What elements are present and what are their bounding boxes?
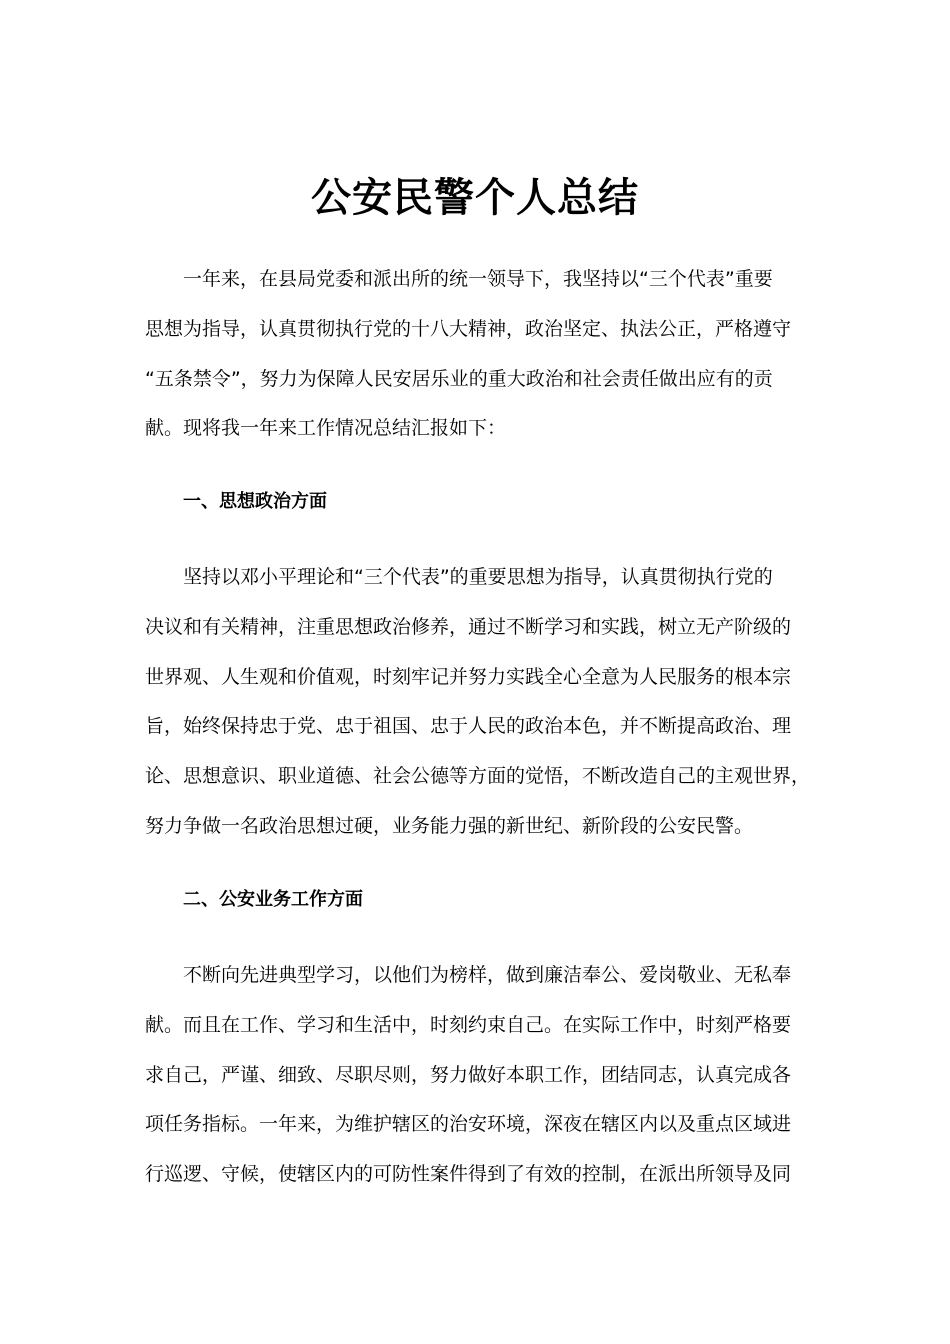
paragraph-line: 献。而且在工作、学习和生活中，时刻约束自己。在实际工作中，时刻严格要 (145, 1014, 792, 1036)
paragraph-line: 决议和有关精神，注重思想政治修养，通过不断学习和实践，树立无产阶级的 (145, 616, 792, 638)
document-title: 公安民警个人总结 (311, 175, 639, 221)
paragraph-line: 世界观、人生观和价值观，时刻牢记并努力实践全心全意为人民服务的根本宗 (145, 666, 792, 688)
paragraph-line: 项任务指标。一年来，为维护辖区的治安环境，深夜在辖区内以及重点区域进 (145, 1113, 792, 1135)
paragraph-line: 旨，始终保持忠于党、忠于祖国、忠于人民的政治本色，并不断提高政治、理 (145, 715, 792, 737)
section-heading-political: 一、思想政治方面 (183, 491, 327, 512)
intro-line: “五条禁令”，努力为保障人民安居乐业的重大政治和社会责任做出应有的贡 (145, 368, 773, 390)
paragraph-line: 行巡逻、守候，使辖区内的可防性案件得到了有效的控制，在派出所领导及同 (145, 1163, 792, 1185)
paragraph-line: 不断向先进典型学习，以他们为榜样，做到廉洁奉公、爱岗敬业、无私奉 (183, 964, 792, 986)
intro-line: 一年来，在县局党委和派出所的统一领导下，我坚持以“三个代表”重要 (183, 268, 773, 290)
paragraph-line: 坚持以邓小平理论和“三个代表”的重要思想为指导，认真贯彻执行党的 (183, 566, 773, 588)
paragraph-line: 论、思想意识、职业道德、社会公德等方面的觉悟，不断改造自己的主观世界， (145, 765, 811, 787)
paragraph-line: 努力争做一名政治思想过硬，业务能力强的新世纪、新阶段的公安民警。 (145, 815, 754, 837)
intro-line: 献。现将我一年来工作情况总结汇报如下： (145, 417, 507, 439)
paragraph-line: 求自己，严谨、细致、尽职尽则，努力做好本职工作，团结同志，认真完成各 (145, 1064, 792, 1086)
intro-line: 思想为指导，认真贯彻执行党的十八大精神，政治坚定、执法公正，严格遵守 (145, 318, 792, 340)
section-heading-business: 二、公安业务工作方面 (183, 889, 363, 910)
